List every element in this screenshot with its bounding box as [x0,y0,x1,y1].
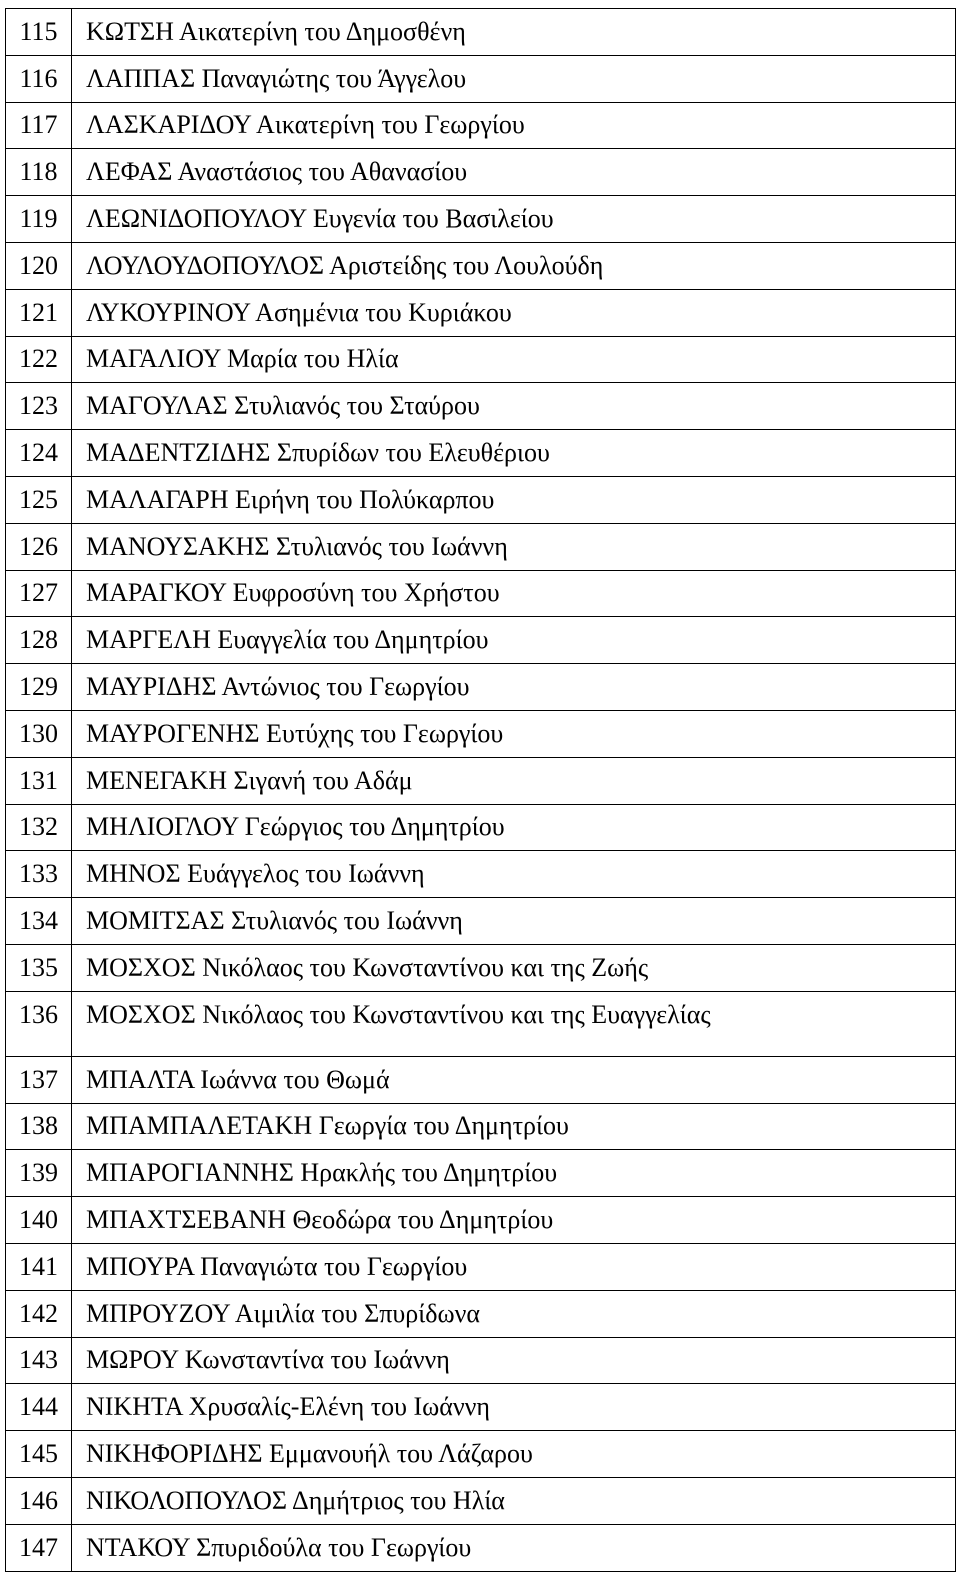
row-number: 140 [6,1197,72,1244]
row-number: 139 [6,1150,72,1197]
person-name: ΜΗΛΙΟΓΛΟΥ Γεώργιος του Δημητρίου [72,804,956,851]
person-name: ΜΗΝΟΣ Ευάγγελος του Ιωάννη [72,851,956,898]
table-row [6,289,956,336]
row-number: 147 [6,1524,72,1571]
table-row [6,1524,956,1571]
table-row [6,1103,956,1150]
person-name: ΛΑΣΚΑΡΙΔΟΥ Αικατερίνη του Γεωργίου [72,102,956,149]
row-number: 141 [6,1243,72,1290]
row-number: 145 [6,1431,72,1478]
person-name: ΛΕΩΝΙΔΟΠΟΥΛΟΥ Ευγενία του Βασιλείου [72,196,956,243]
row-number: 126 [6,523,72,570]
table-row [6,1431,956,1478]
table-row [6,851,956,898]
table-row [6,9,956,56]
table-row [6,196,956,243]
table-row [6,523,956,570]
row-number: 142 [6,1290,72,1337]
row-number: 124 [6,430,72,477]
row-number: 134 [6,898,72,945]
row-number: 127 [6,570,72,617]
person-name: ΝΙΚΗΤΑ Χρυσαλίς-Ελένη του Ιωάννη [72,1384,956,1431]
person-name: ΜΠΑΛΤΑ Ιωάννα του Θωμά [72,1056,956,1103]
table-row [6,476,956,523]
table-row [6,1290,956,1337]
person-name: ΛΕΦΑΣ Αναστάσιος του Αθανασίου [72,149,956,196]
row-number: 125 [6,476,72,523]
person-name: ΜΑΡΑΓΚΟΥ Ευφροσύνη του Χρήστου [72,570,956,617]
table-row [6,1384,956,1431]
table-row [6,991,956,1056]
person-name: ΚΩΤΣΗ Αικατερίνη του Δημοσθένη [72,9,956,56]
person-name: ΜΑΔΕΝΤΖΙΔΗΣ Σπυρίδων του Ελευθέριου [72,430,956,477]
table-row [6,1056,956,1103]
row-number: 138 [6,1103,72,1150]
row-number: 130 [6,710,72,757]
person-name: ΝΙΚΟΛΟΠΟΥΛΟΣ Δημήτριος του Ηλία [72,1477,956,1524]
table-row [6,1197,956,1244]
table-row [6,149,956,196]
person-name: ΛΥΚΟΥΡΙΝΟΥ Ασημένια του Κυριάκου [72,289,956,336]
person-name: ΜΕΝΕΓΑΚΗ Σιγανή του Αδάμ [72,757,956,804]
table-row [6,617,956,664]
table-row [6,804,956,851]
person-name: ΜΑΡΓΕΛΗ Ευαγγελία του Δημητρίου [72,617,956,664]
person-name: ΜΟΣΧΟΣ Νικόλαος του Κωνσταντίνου και της Ζωής [72,944,956,991]
table-row [6,383,956,430]
row-number: 143 [6,1337,72,1384]
roster-body [6,9,956,1572]
table-row [6,1150,956,1197]
row-number: 122 [6,336,72,383]
row-number: 116 [6,55,72,102]
person-name: ΜΑΝΟΥΣΑΚΗΣ Στυλιανός του Ιωάννη [72,523,956,570]
row-number: 136 [6,991,72,1056]
person-name: ΜΠΟΥΡΑ Παναγιώτα του Γεωργίου [72,1243,956,1290]
table-row [6,1337,956,1384]
row-number: 121 [6,289,72,336]
row-number: 144 [6,1384,72,1431]
row-number: 146 [6,1477,72,1524]
person-name: ΜΠΑΡΟΓΙΑΝΝΗΣ Ηρακλής του Δημητρίου [72,1150,956,1197]
table-row [6,757,956,804]
person-name: ΜΩΡΟΥ Κωνσταντίνα του Ιωάννη [72,1337,956,1384]
person-name: ΝΙΚΗΦΟΡΙΔΗΣ Εμμανουήλ του Λάζαρου [72,1431,956,1478]
row-number: 131 [6,757,72,804]
row-number: 135 [6,944,72,991]
person-name: ΜΑΥΡΟΓΕΝΗΣ Ευτύχης του Γεωργίου [72,710,956,757]
roster-table [5,8,956,1572]
table-row [6,1477,956,1524]
table-row [6,944,956,991]
row-number: 132 [6,804,72,851]
row-number: 119 [6,196,72,243]
person-name: ΛΑΠΠΑΣ Παναγιώτης του Άγγελου [72,55,956,102]
table-row [6,570,956,617]
table-row [6,55,956,102]
table-row [6,336,956,383]
row-number: 118 [6,149,72,196]
person-name: ΜΠΡΟΥΖΟΥ Αιμιλία του Σπυρίδωνα [72,1290,956,1337]
person-name: ΝΤΑΚΟΥ Σπυριδούλα του Γεωργίου [72,1524,956,1571]
person-name: ΜΟΜΙΤΣΑΣ Στυλιανός του Ιωάννη [72,898,956,945]
person-name: ΜΠΑΧΤΣΕΒΑΝΗ Θεοδώρα του Δημητρίου [72,1197,956,1244]
person-name: ΛΟΥΛΟΥΔΟΠΟΥΛΟΣ Αριστείδης του Λουλούδη [72,242,956,289]
table-row [6,664,956,711]
table-row [6,710,956,757]
row-number: 133 [6,851,72,898]
table-row [6,898,956,945]
person-name: ΜΑΥΡΙΔΗΣ Αντώνιος του Γεωργίου [72,664,956,711]
person-name: ΜΠΑΜΠΑΛΕΤΑΚΗ Γεωργία του Δημητρίου [72,1103,956,1150]
person-name: ΜΑΓΟΥΛΑΣ Στυλιανός του Σταύρου [72,383,956,430]
row-number: 123 [6,383,72,430]
row-number: 128 [6,617,72,664]
table-row [6,1243,956,1290]
row-number: 115 [6,9,72,56]
table-row [6,430,956,477]
row-number: 117 [6,102,72,149]
person-name: ΜΑΓΑΛΙΟΥ Μαρία του Ηλία [72,336,956,383]
table-row [6,242,956,289]
row-number: 129 [6,664,72,711]
row-number: 120 [6,242,72,289]
person-name: ΜΟΣΧΟΣ Νικόλαος του Κωνσταντίνου και της Ευαγγελίας [72,991,956,1056]
row-number: 137 [6,1056,72,1103]
person-name: ΜΑΛΑΓΑΡΗ Ειρήνη του Πολύκαρπου [72,476,956,523]
table-row [6,102,956,149]
